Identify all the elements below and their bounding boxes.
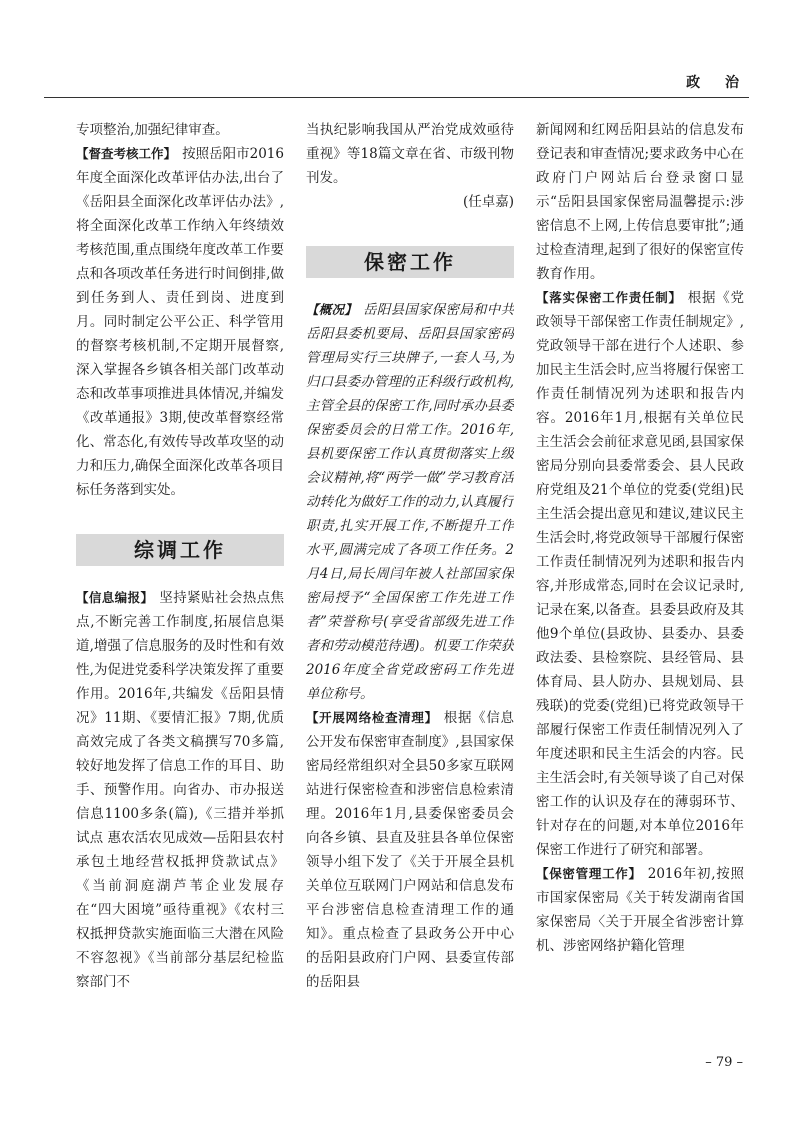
entry-tag: 【督查考核工作】 [76, 146, 177, 161]
continued-paragraph: 专项整治,加强纪律审查。 [76, 122, 229, 138]
management-entry [536, 862, 744, 958]
running-head-section: 政 治 [686, 75, 749, 91]
continued-paragraph: 新闻网和红网岳阳县站的信息发布登记表和审查情况;要求政务中心在政府门户网站后台登录窗口显示“岳阳县国家保密局温馨提示:涉密信息不上网,上传信息要审批”;通过检查清理,起到了很好的保密宣传教育作用。 [536, 122, 744, 282]
responsibility-entry [536, 286, 744, 862]
section-title-coordination: 综调工作 [76, 534, 284, 566]
author-credit: (任卓嘉) [462, 194, 514, 210]
entry-text: 坚持紧贴社会热点焦点,不断完善工作制度,拓展信息渠道,增强了信息服务的及时性和有效性,为促进党委科学决策发挥了重要作用。2016年,共编发《岳阳县情况》11期、《要情汇报》7期,优质高效完成了各类文稿撰写70多篇,较好地发挥了信息工作的耳目、助手、预警作用。向省办、市办报送信息1100多条(篇),《三措并举抓试点 惠农活农见成效—岳阳县农村承包土地经营权抵押贷款试点》《当前洞庭湖芦苇企业发展存在“四大困境”亟待重视》《农村三权抵押贷款实施面临三大潜在风险不容忽视》《当前部分基层纪检监察部门不 [76, 590, 284, 990]
entry-tag: 【落实保密工作责任制】 [536, 290, 682, 305]
entry-text: 根据《党政领导干部保密工作责任制规定》,党政领导干部在进行个人述职、参加民主生活会时,应当将履行保密工作责任制情况列为述职和报告内容。2016年1月,根据有关单位民主生活会会前征求意见函,县国家保密局分别向县委常委会、县人民政府党组及21个单位的党委(党组)民主生活会提出意见和建议,建议民主生活会时,将党政领导干部履行保密工作责任制情况列为述职和报告内容,并形成常态,同时在会议记录时,记录在案,以备查。县委县政府及其他9个单位(县政协、县委办、县委政法委、县检察院、县经管局、县体育局、县人防办、县规划局、县残联)的党委(党组)已将党政领导干部履行保密工作责任制情况列入了年度述职和民主生活会的内容。民主生活会时,有关领导谈了自己对保密工作的认识及存在的薄弱环节、针对存在的问题,对本单位2016年保密工作进行了研究和部署。 [536, 290, 744, 858]
column-1 [76, 118, 284, 1038]
column-3 [536, 118, 744, 1038]
page-number: – 79 – [705, 1055, 743, 1070]
overview-entry [306, 298, 514, 706]
header-rule [44, 97, 749, 98]
entry-text: 2016年初,按照市国家保密局《关于转发湖南省国家保密局〈关于开展全省涉密计算机、涉密网络护籍化管理 [536, 866, 744, 954]
entry-tag: 【开展网络检查清理】 [306, 710, 438, 725]
entry-tag: 【概况】 [306, 302, 357, 317]
section-title-secrecy: 保密工作 [306, 246, 514, 278]
entry-tag: 【信息编报】 [76, 590, 154, 605]
column-2 [306, 118, 514, 1038]
entry-text: 根据《信息公开发布保密审查制度》,县国家保密局经常组织对全县50多家互联网站进行保密检查和涉密信息检索清理。2016年1月,县委保密委员会向各乡镇、县直及驻县各单位保密领导小组下发了《关于开展全县机关单位互联网门户网站和信息发布平台涉密信息检查清理工作的通知》。重点检查了县政务公开中心的岳阳县政府门户网、县委宣传部的岳阳县 [306, 710, 514, 990]
entry-tag: 【保密管理工作】 [536, 866, 642, 881]
continued-paragraph: 当执纪影响我国从严治党成效亟待重视》等18篇文章在省、市级刊物刊发。 [306, 122, 514, 186]
entry-text: 按照岳阳市2016年度全面深化改革评估办法,出台了《岳阳县全面深化改革评估办法》,将全面深化改革工作纳入年终绩效考核范围,重点围绕年度改革工作要点和各项改革任务进行时间倒排,做到任务到人、责任到岗、进度到月。同时制定公平公正、科学管用的督察考核机制,不定期开展督察,深入掌握各乡镇各相关部门改革动态和改革事项推进具体情况,并编发《改革通报》3期,使改革督察经常化、常态化,有效传导改革攻坚的动力和压力,确保全面深化改革各项目标任务落到实处。 [76, 146, 284, 498]
info-entry [76, 586, 284, 994]
network-check-entry [306, 706, 514, 994]
supervision-entry [76, 142, 284, 502]
entry-text: 岳阳县国家保密局和中共岳阳县委机要局、岳阳县国家密码管理局实行三块牌子,一套人马,为归口县委办管理的正科级行政机构,主管全县的保密工作,同时承办县委保密委员会的日常工作。2016年,县机要保密工作认真贯彻落实上级会议精神,将“两学一做”学习教育活动转化为做好工作的动力,认真履行职责,扎实开展工作,不断提升工作水平,圆满完成了各项工作任务。2月4日,局长周闫年被人社部国家保密局授予“全国保密工作先进工作者”荣誉称号(享受省部级先进工作者和劳动模范待遇)。机要工作荣获2016年度全省党政密码工作先进单位称号。 [306, 302, 514, 702]
